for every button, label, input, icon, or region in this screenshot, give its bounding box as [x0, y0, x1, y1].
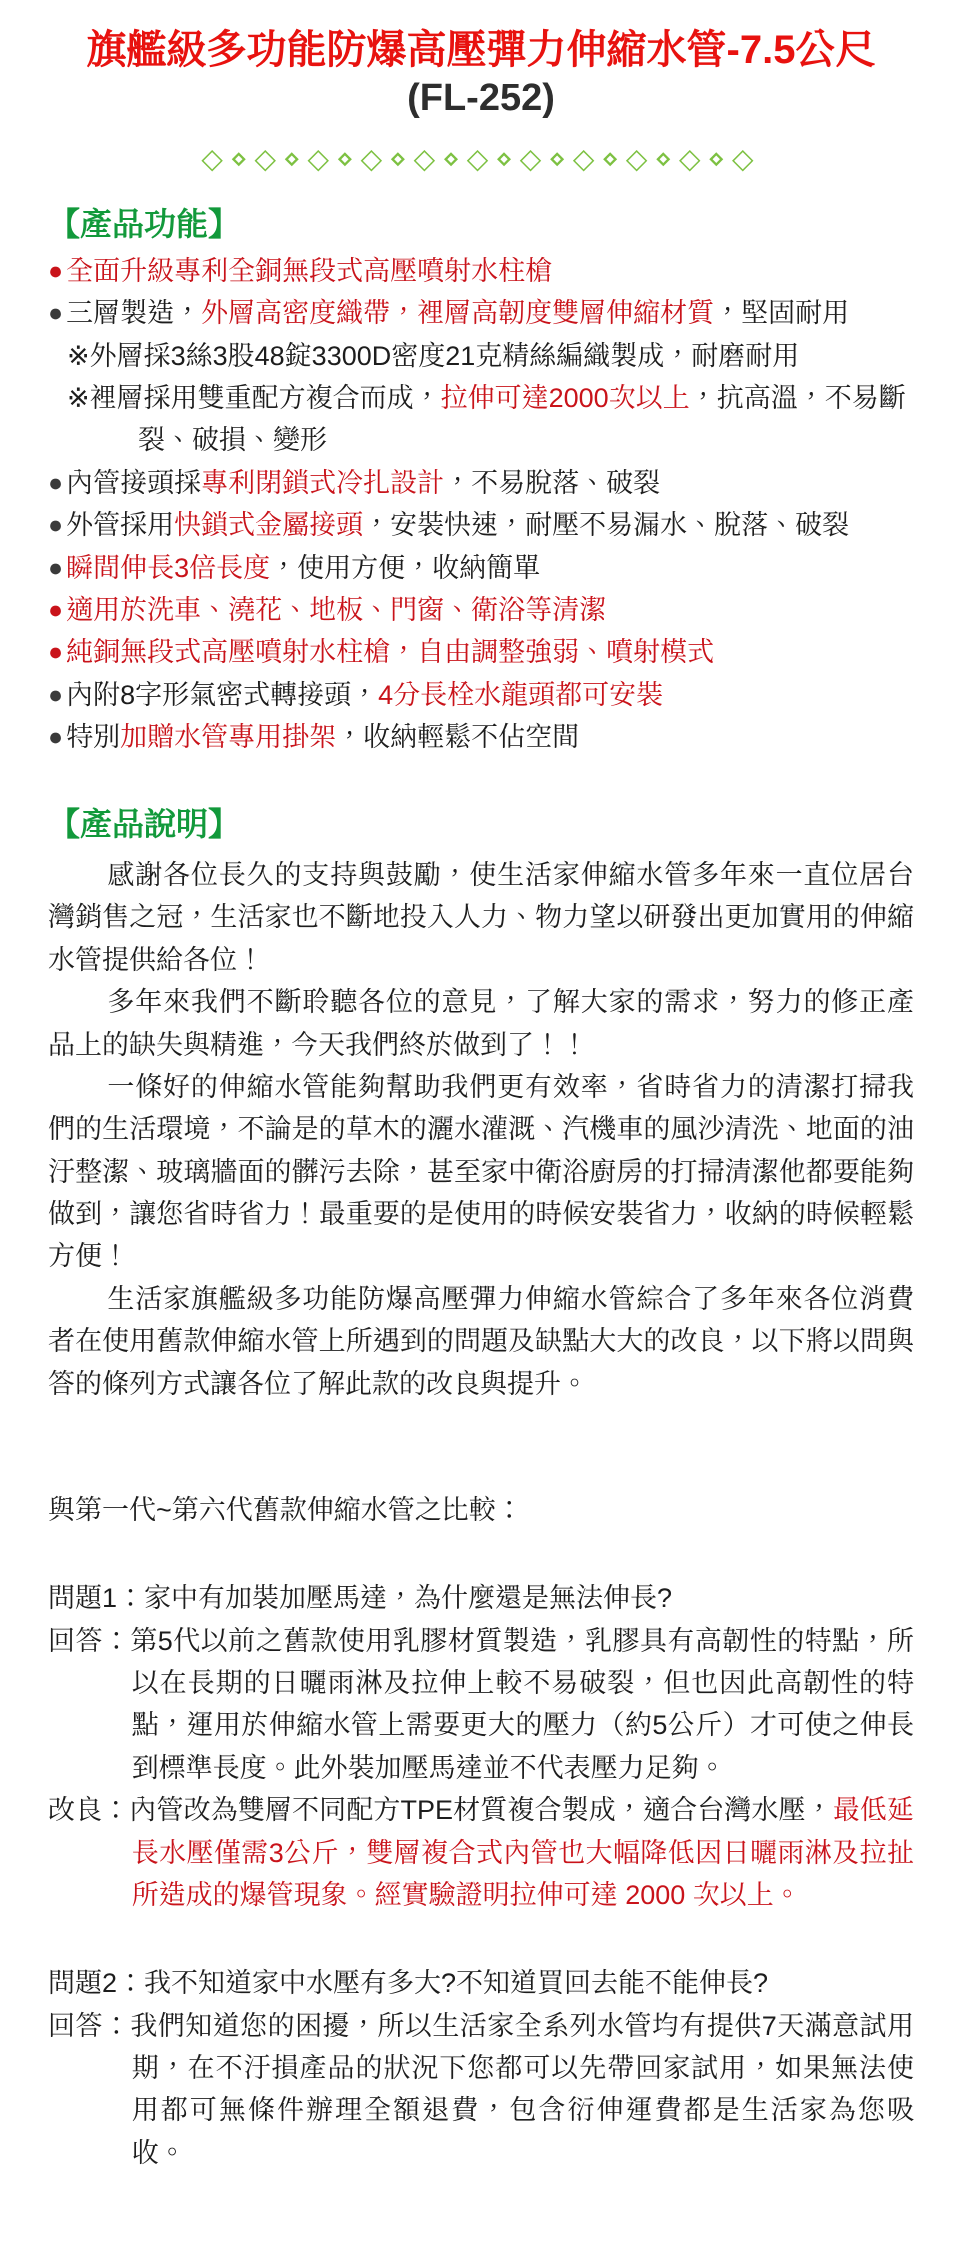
feature-text-segment: ，收納輕鬆不佔空間 — [336, 722, 580, 753]
bullet-icon: ● — [48, 595, 64, 624]
feature-item — [48, 547, 914, 589]
feature-text-segment: 拉伸可達2000次以上 — [440, 383, 690, 414]
bullet-icon: ● — [48, 511, 64, 540]
qa-label: 改良： — [48, 1795, 130, 1826]
description-paragraphs — [48, 854, 914, 1405]
feature-note — [48, 335, 914, 377]
features-list — [48, 250, 914, 759]
feature-text-segment: 專利閉鎖式冷扎設計 — [201, 467, 445, 498]
page-title: 旗艦級多功能防爆高壓彈力伸縮水管-7.5公尺 — [86, 28, 876, 72]
feature-text-segment: ，堅固耐用 — [714, 298, 850, 329]
feature-text-segment: 內管接頭採 — [66, 467, 202, 498]
feature-item — [48, 589, 914, 631]
feature-text-segment: 外層高密度織帶，裡層高韌度雙層伸縮材質 — [201, 298, 715, 329]
feature-text-segment: 三層製造， — [66, 298, 202, 329]
qa-item — [48, 1620, 914, 1790]
qa-text-segment: 家中有加裝加壓馬達，為什麼還是無法伸長? — [144, 1583, 673, 1614]
bullet-icon: ● — [48, 638, 64, 667]
features-heading: 【產品功能】 — [48, 206, 241, 243]
qa-label: 回答： — [48, 1625, 131, 1656]
feature-text-segment: 全面升級專利全銅無段式高壓噴射水柱槍 — [66, 255, 553, 286]
qa-label: 回答： — [48, 2010, 131, 2041]
qa-item — [48, 1962, 914, 2004]
qa-text-segment: 最低延長水壓僅需3公斤，雙層複合式內管也大幅降低因日曬雨淋及拉扯所造成的爆管現象。經實驗證明拉伸可達 2000 次以上。 — [131, 1795, 915, 1910]
qa-label: 問題2： — [48, 1968, 145, 1999]
feature-text-segment: ※裡層採用雙重配方複合而成， — [67, 383, 441, 414]
qa-text-segment: 我不知道家中水壓有多大?不知道買回去能不能伸長? — [144, 1968, 769, 1999]
feature-item — [48, 292, 914, 334]
feature-item — [48, 674, 914, 716]
bullet-icon: ● — [48, 680, 64, 709]
bullet-icon: ● — [48, 299, 64, 328]
model-code: (FL-252) — [407, 77, 555, 119]
feature-item — [48, 631, 914, 673]
feature-item — [48, 462, 914, 504]
description-paragraph: 生活家旗艦級多功能防爆高壓彈力伸縮水管綜合了多年來各位消費者在使用舊款伸縮水管上所遇到的問題及缺點大大的改良，以下將以問與答的條列方式讓各位了解此款的改良與提升。 — [48, 1283, 914, 1399]
description-heading: 【產品說明】 — [48, 806, 241, 843]
qa-section — [48, 1577, 914, 2174]
feature-text-segment: 4分長栓水龍頭都可安裝 — [378, 679, 664, 710]
qa-text-segment: 內管改為雙層不同配方TPE材質複合製成，適合台灣水壓， — [129, 1795, 833, 1826]
bullet-icon: ● — [48, 468, 64, 497]
feature-text-segment: 特別 — [66, 722, 121, 753]
feature-text-segment: ，不易脫落、破裂 — [444, 467, 661, 498]
feature-text-segment: 純銅無段式高壓噴射水柱槍，自由調整強弱、噴射模式 — [66, 637, 715, 668]
qa-item — [48, 1789, 914, 1916]
feature-text-segment: 內附8字形氣密式轉接頭， — [66, 679, 379, 710]
feature-item — [48, 716, 914, 758]
description-paragraph: 感謝各位長久的支持與鼓勵，使生活家伸縮水管多年來一直位居台灣銷售之冠，生活家也不斷地投入人力、物力望以研發出更加實用的伸縮水管提供給各位！ — [48, 860, 914, 975]
qa-label: 問題1： — [48, 1583, 145, 1614]
qa-item — [48, 1577, 914, 1619]
description-paragraph: 一條好的伸縮水管能夠幫助我們更有效率，省時省力的清潔打掃我們的生活環境，不論是的草木的灑水灌溉、汽機車的風沙清洗、地面的油汙整潔、玻璃牆面的髒污去除，甚至家中衛浴廚房的打掃清潔他都要能夠做到，讓您省時省力！最重要的是使用的時候安裝省力，收納的時候輕鬆方便！ — [48, 1071, 914, 1272]
comparison-intro: 與第一代~第六代舊款伸縮水管之比較： — [48, 1494, 523, 1525]
description-paragraph: 多年來我們不斷聆聽各位的意見，了解大家的需求，努力的修正產品上的缺失與精進，今天我們終於做到了！！ — [48, 987, 914, 1060]
feature-text-segment: 外管採用 — [66, 510, 175, 541]
feature-text-segment: ，安裝快速，耐壓不易漏水、脫落、破裂 — [363, 510, 850, 541]
qa-text-segment: 我們知道您的困擾，所以生活家全系列水管均有提供7天滿意試用期，在不汙損產品的狀況下您都可以先帶回家試用，如果無法使用都可無條件辦理全額退費，包含衍伸運費都是生活家為您吸收。 — [130, 2010, 915, 2168]
feature-text-segment: ，抗高溫，不易斷裂、破損、變形 — [138, 383, 906, 456]
feature-text-segment: 適用於洗車、澆花、地板、門窗、衛浴等清潔 — [66, 594, 607, 625]
diamond-divider: ◇⋄◇⋄◇⋄◇⋄◇⋄◇⋄◇⋄◇⋄◇⋄◇⋄◇ — [201, 142, 761, 174]
feature-item — [48, 504, 914, 546]
qa-item — [48, 2005, 914, 2175]
bullet-icon: ● — [48, 553, 64, 582]
feature-text-segment: 瞬間伸長3倍長度 — [66, 552, 271, 583]
feature-text-segment: 加贈水管專用掛架 — [120, 722, 337, 753]
feature-text-segment: ，使用方便，收納簡單 — [270, 552, 541, 583]
feature-note — [48, 377, 914, 462]
bullet-icon: ● — [48, 256, 64, 285]
feature-text-segment: ※外層採3絲3股48錠3300D密度21克精絲編織製成，耐磨耐用 — [67, 340, 800, 371]
feature-item — [48, 250, 914, 292]
bullet-icon: ● — [48, 723, 64, 752]
qa-text-segment: 第5代以前之舊款使用乳膠材質製造，乳膠具有高韌性的特點，所以在長期的日曬雨淋及拉伸上較不易破裂，但也因此高韌性的特點，運用於伸縮水管上需要更大的壓力（約5公斤）才可使之伸長到標準長度。此外裝加壓馬達並不代表壓力足夠。 — [130, 1625, 915, 1783]
feature-text-segment: 快鎖式金屬接頭 — [174, 510, 364, 541]
